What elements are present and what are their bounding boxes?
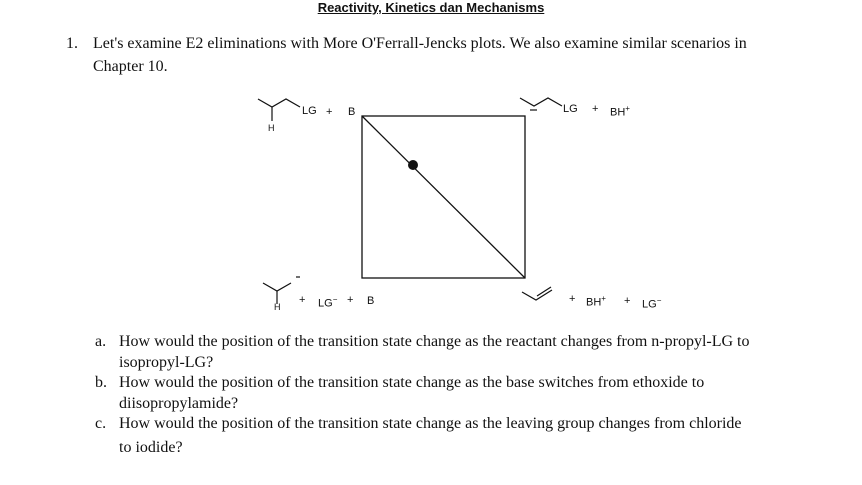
carbocation-skeleton-icon bbox=[263, 277, 300, 304]
bottom-left-plus1: + bbox=[299, 294, 306, 306]
subquestion-b-line2: diisopropylamide? bbox=[119, 395, 239, 412]
top-left-plus: + bbox=[326, 106, 333, 118]
reactant-skeleton-icon bbox=[258, 99, 300, 121]
subquestion-c-letter: c. bbox=[95, 415, 107, 432]
bottom-left-base: B bbox=[367, 295, 375, 307]
bottom-left-lg: LG− bbox=[318, 295, 338, 310]
bottom-right-bh: BH+ bbox=[586, 294, 606, 309]
bottom-left-plus2: + bbox=[347, 294, 354, 306]
top-left-lg: LG bbox=[302, 105, 317, 117]
transition-state-dot bbox=[408, 160, 418, 170]
bottom-right-lg: LG− bbox=[642, 296, 662, 311]
subquestion-a-line1: How would the position of the transition state change as the reactant changes from n-propyl-LG to bbox=[119, 333, 750, 350]
question-text-line1: Let's examine E2 eliminations with More O'Ferrall-Jencks plots. We also examine similar scenarios in bbox=[93, 35, 747, 52]
top-right-plus: + bbox=[592, 103, 599, 115]
question-number: 1. bbox=[66, 35, 78, 52]
question-text-line2: Chapter 10. bbox=[93, 58, 168, 75]
reaction-path-diagonal bbox=[362, 116, 525, 278]
subquestion-b-line1: How would the position of the transition state change as the base switches from ethoxide to bbox=[119, 374, 705, 391]
carbanion-skeleton-icon bbox=[520, 98, 562, 110]
top-right-bh: BH+ bbox=[610, 104, 630, 119]
subquestion-c-line2: to iodide? bbox=[119, 439, 183, 456]
bottom-right-plus2: + bbox=[624, 295, 631, 307]
top-right-lg: LG bbox=[563, 103, 578, 115]
alkene-skeleton-icon bbox=[522, 287, 552, 300]
subquestion-b-letter: b. bbox=[95, 374, 107, 391]
subquestion-c-line1: How would the position of the transition state change as the leaving group changes from chloride bbox=[119, 415, 742, 432]
top-left-h: H bbox=[268, 123, 275, 133]
top-left-base: B bbox=[348, 106, 356, 118]
bottom-right-plus1: + bbox=[569, 293, 576, 305]
subquestion-a-line2: isopropyl-LG? bbox=[119, 354, 214, 371]
page-header: Reactivity, Kinetics dan Mechanisms bbox=[317, 0, 545, 15]
subquestion-a-letter: a. bbox=[95, 333, 107, 350]
bottom-left-h: H bbox=[274, 302, 281, 312]
